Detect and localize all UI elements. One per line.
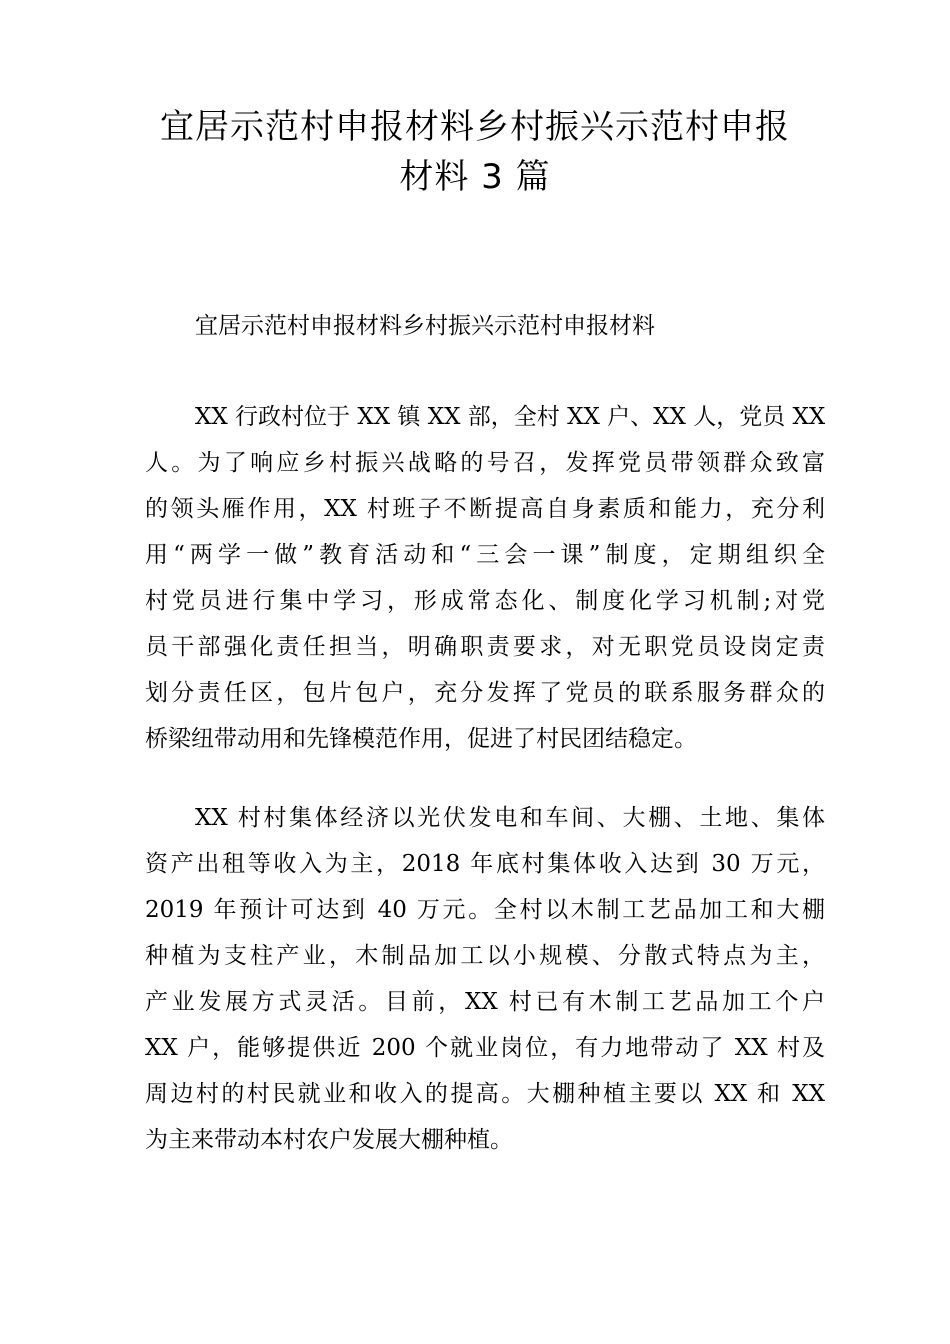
paragraph-line: 资产出租等收入为主，2018 年底村集体收入达到 30 万元， <box>145 851 825 877</box>
paragraph-line: 员干部强化责任担当，明确职责要求，对无职党员设岗定责 <box>145 634 825 660</box>
paragraph-line: 种植为支柱产业，木制品加工以小规模、分散式特点为主， <box>145 943 825 969</box>
paragraph-line: 产业发展方式灵活。目前，XX 村已有木制工艺品加工个户 <box>145 989 825 1015</box>
paragraph-line: 村党员进行集中学习，形成常态化、制度化学习机制;对党 <box>145 588 825 614</box>
paragraph-collective-economy <box>145 795 825 1163</box>
paragraph-line: 周边村的村民就业和收入的提高。大棚种植主要以 XX 和 XX <box>145 1081 825 1107</box>
paragraph-line: 人。为了响应乡村振兴战略的号召，发挥党员带领群众致富 <box>145 450 825 476</box>
paragraph-line: 2019 年预计可达到 40 万元。全村以木制工艺品加工和大棚 <box>145 897 825 923</box>
paragraph-line: XX 行政村位于 XX 镇 XX 部，全村 XX 户、XX 人，党员 XX <box>195 404 825 430</box>
paragraph-line: 为主来带动本村农户发展大棚种植。 <box>145 1127 513 1153</box>
document-title-line-2: 材料 3 篇 <box>399 157 551 197</box>
paragraph-line: 用“两学一做”教育活动和“三会一课”制度，定期组织全 <box>145 542 825 568</box>
paragraph-line: XX 户，能够提供近 200 个就业岗位，有力地带动了 XX 村及 <box>145 1035 825 1061</box>
paragraph-village-overview <box>145 394 825 762</box>
paragraph-line: 的领头雁作用，XX 村班子不断提高自身素质和能力，充分利 <box>145 496 825 522</box>
document-subtitle: 宜居示范村申报材料乡村振兴示范村申报材料 <box>195 313 655 339</box>
document-title-line-1: 宜居示范村申报材料乡村振兴示范村申报 <box>160 107 790 147</box>
paragraph-line: XX 村村集体经济以光伏发电和车间、大棚、土地、集体 <box>195 805 825 831</box>
paragraph-line: 划分责任区，包片包户，充分发挥了党员的联系服务群众的 <box>145 680 825 706</box>
paragraph-line: 桥梁纽带动用和先锋模范作用，促进了村民团结稳定。 <box>145 726 697 752</box>
